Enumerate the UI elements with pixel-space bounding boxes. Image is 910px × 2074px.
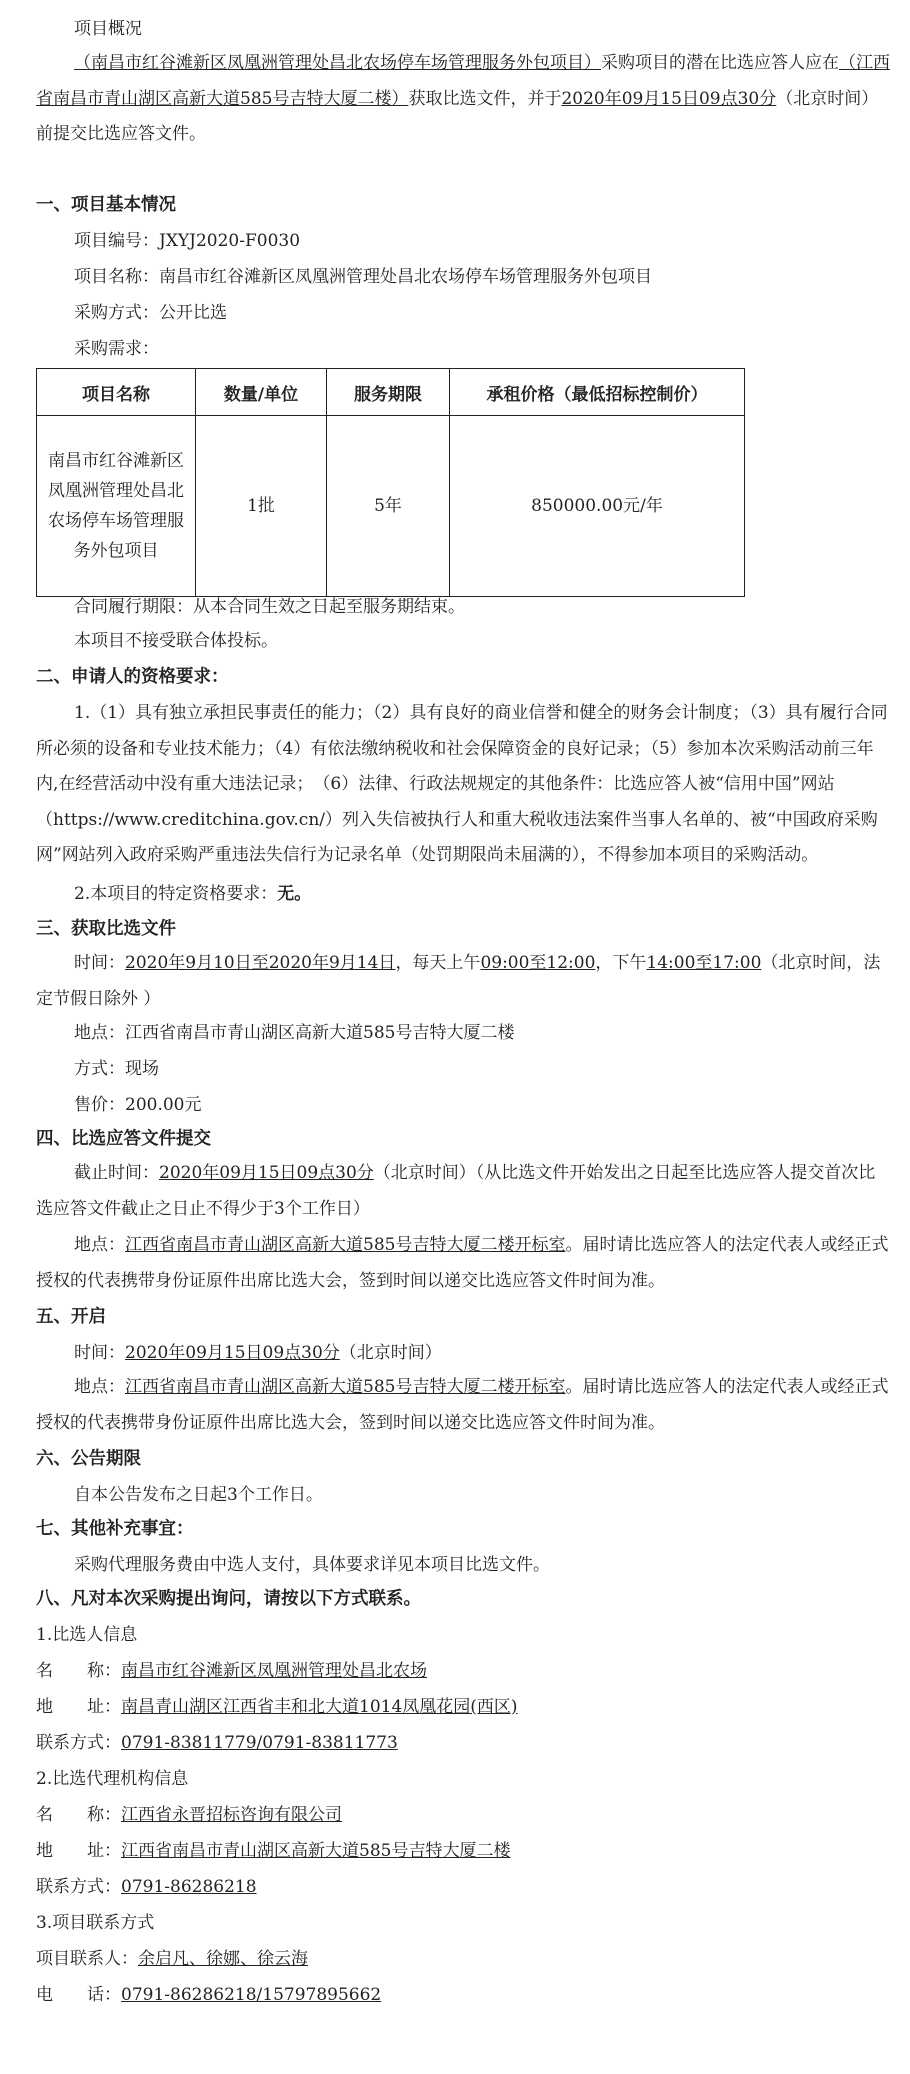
purchaser-name-row — [36, 1654, 427, 1688]
opening-place — [36, 1370, 892, 1441]
project-name-link: （南昌市红谷滩新区凤凰洲管理处昌北农场停车场管理服务外包项目） — [74, 53, 601, 73]
header-cell: 服务期限 — [327, 369, 450, 416]
contact-persons: 余启凡、徐娜、徐云海 — [138, 1949, 308, 1969]
obtain-time — [36, 946, 892, 1017]
section-8-heading: 八、凡对本次采购提出询问，请按以下方式联系。 — [36, 1589, 421, 1609]
agency-tel-row — [36, 1870, 257, 1904]
purchaser-name: 南昌市红谷滩新区凤凰洲管理处昌北农场 — [121, 1661, 427, 1681]
label: 项目联系人： — [36, 1949, 138, 1969]
special-qualification — [74, 877, 311, 911]
label: 地点： — [74, 1377, 125, 1397]
pickup-address: （江西省南昌市青山湖区高新大道585号吉特大厦二楼） — [36, 53, 890, 109]
submit-deadline: 2020年09月15日09点30分 — [561, 88, 777, 109]
label: 截止时间： — [74, 1163, 159, 1183]
label: 时间： — [74, 1343, 125, 1363]
other-matters: 采购代理服务费由中选人支付，具体要求详见本项目比选文件。 — [74, 1555, 550, 1575]
contact-phone: 0791-86286218/15797895662 — [121, 1985, 382, 2005]
obtain-place: 地点：江西省南昌市青山湖区高新大道585号吉特大厦二楼 — [74, 1023, 515, 1043]
purchaser-tel-row — [36, 1726, 398, 1760]
purchaser-address: 南昌青山湖区江西省丰和北大道1014凤凰花园(西区) — [121, 1697, 518, 1717]
section-1-heading: 一、项目基本情况 — [36, 195, 176, 215]
section-4-heading: 四、比选应答文件提交 — [36, 1129, 211, 1149]
overview-text: 获取比选文件，并于 — [408, 88, 562, 109]
label: 名 称： — [36, 1661, 121, 1681]
overview-text: 采购项目的潜在比选应答人应在 — [601, 53, 839, 73]
header-cell: 数量/单位 — [196, 369, 327, 416]
text: ，下午 — [595, 953, 647, 973]
label: 时间： — [74, 953, 125, 973]
obtain-way: 方式：现场 — [74, 1059, 159, 1079]
text: 。届时请比选应答人的法定代表人或经正式授权的代表携带身份证原件出席比选大会，签到时间以递交比选应答文件时间为准。 — [36, 1235, 889, 1291]
project-name: 项目名称：南昌市红谷滩新区凤凰洲管理处昌北农场停车场管理服务外包项目 — [74, 267, 652, 287]
purchaser-phone: 0791-83811779/0791-83811773 — [121, 1733, 398, 1753]
submission-place — [36, 1228, 892, 1299]
table-row — [37, 416, 745, 597]
afternoon-hours: 14:00至17:00 — [646, 953, 762, 973]
opening-time — [74, 1336, 442, 1370]
project-tel-row — [36, 1978, 381, 2012]
overview-heading: 项目概况 — [74, 19, 142, 39]
special-qualification-label: 2.本项目的特定资格要求： — [74, 884, 278, 904]
agency-phone: 0791-86286218 — [121, 1877, 257, 1897]
label: 联系方式： — [36, 1877, 121, 1897]
section-2-heading: 二、申请人的资格要求： — [36, 667, 229, 687]
section-3-heading: 三、获取比选文件 — [36, 919, 176, 939]
bid-room-address: 江西省南昌市青山湖区高新大道585号吉特大厦二楼开标室 — [125, 1377, 566, 1397]
date-range: 2020年9月10日至2020年9月14日 — [125, 953, 396, 973]
header-cell: 项目名称 — [37, 369, 196, 416]
label: 联系方式： — [36, 1733, 121, 1753]
overview-paragraph — [36, 46, 892, 153]
label: 地点： — [74, 1235, 125, 1255]
special-qualification-value: 无。 — [277, 884, 312, 904]
agency-name-row — [36, 1798, 342, 1832]
procurement-demand: 采购需求： — [74, 339, 159, 359]
bid-room-address: 江西省南昌市青山湖区高新大道585号吉特大厦二楼开标室 — [125, 1235, 566, 1255]
qualification-paragraph: 1.（1）具有独立承担民事责任的能力；（2）具有良好的商业信誉和健全的财务会计制度；（3）具有履行合同所必须的设备和专业技术能力；（4）有依法缴纳税收和社会保障资金的良好记录；（5）参加本次采购活动前三年内,在经营活动中没有重大违法记录； （6）法律、行政法规规定的其他条件：比选应答人被“信用中国”网站（https://www.creditchina.gov.cn/）列入失信被执行人和重大税收违法案件当事人名单的、被“中国政府采购网”网站列入政府采购严重违法失信行为记录名单（处罚期限尚未届满的），不得参加本项目的采购活动。 — [36, 703, 888, 865]
contract-period: 合同履行期限：从本合同生效之日起至服务期结束。 — [74, 597, 465, 617]
demand-table — [36, 368, 745, 597]
purchaser-address-row — [36, 1690, 518, 1724]
text: （北京时间，法定节假日除外 ） — [36, 953, 881, 1009]
section-5-heading: 五、开启 — [36, 1307, 106, 1327]
header-cell: 承租价格（最低招标控制价） — [450, 369, 745, 416]
procurement-method: 采购方式：公开比选 — [74, 303, 227, 323]
opening-datetime: 2020年09月15日09点30分 — [125, 1343, 340, 1363]
morning-hours: 09:00至12:00 — [480, 953, 596, 973]
text: ，每天上午 — [395, 953, 481, 973]
project-code: 项目编号：JXYJ2020-F0030 — [74, 231, 301, 251]
label: 名 称： — [36, 1805, 121, 1825]
document-price: 售价：200.00元 — [74, 1095, 202, 1115]
agency-address: 江西省南昌市青山湖区高新大道585号吉特大厦二楼 — [121, 1841, 511, 1861]
text: （北京时间） — [339, 1343, 442, 1363]
table-cell: 南昌市红谷滩新区凤凰洲管理处昌北农场停车场管理服务外包项目 — [37, 416, 196, 597]
table-cell: 1批 — [196, 416, 327, 597]
agency-name: 江西省永晋招标咨询有限公司 — [121, 1805, 342, 1825]
section-6-heading: 六、公告期限 — [36, 1449, 141, 1469]
notice-period: 自本公告发布之日起3个工作日。 — [74, 1485, 323, 1505]
purchaser-info-title: 1.比选人信息 — [36, 1625, 138, 1645]
text: 。届时请比选应答人的法定代表人或经正式授权的代表携带身份证原件出席比选大会，签到时间以递交比选应答文件时间为准。 — [36, 1377, 889, 1433]
text: （北京时间）（从比选文件开始发出之日起至比选应答人提交首次比选应答文件截止之日止不得少于3个工作日） — [36, 1163, 876, 1219]
section-7-heading: 七、其他补充事宜： — [36, 1519, 194, 1539]
consortium-note: 本项目不接受联合体投标。 — [74, 631, 278, 651]
label: 地 址： — [36, 1697, 121, 1717]
table-cell: 850000.00元/年 — [450, 416, 745, 597]
deadline-datetime: 2020年09月15日09点30分 — [159, 1163, 374, 1183]
label: 地 址： — [36, 1841, 121, 1861]
overview-text: （北京时间）前提交比选应答文件。 — [36, 88, 879, 144]
agency-address-row — [36, 1834, 510, 1868]
label: 电 话： — [36, 1985, 121, 2005]
submission-deadline — [36, 1156, 892, 1227]
agency-info-title: 2.比选代理机构信息 — [36, 1769, 189, 1789]
table-cell: 5年 — [327, 416, 450, 597]
table-header-row — [37, 369, 745, 416]
project-contact-row — [36, 1942, 308, 1976]
project-contact-title: 3.项目联系方式 — [36, 1913, 155, 1933]
